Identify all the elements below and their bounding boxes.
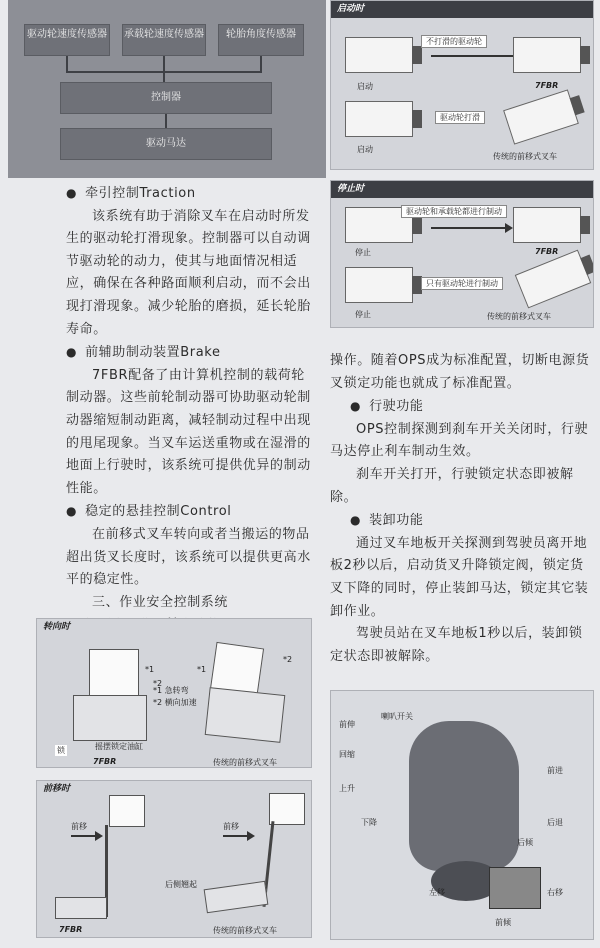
load-box-7fbr — [109, 795, 145, 827]
load-box-7fbr — [89, 649, 139, 699]
ops-paragraph: 操作。随着OPS成为标准配置，切断电源货叉锁定功能也就成了标准配置。 — [330, 353, 590, 391]
forward-panel-title: 前移时 — [43, 784, 71, 794]
conventional-label: 传统的前移式叉车 — [213, 758, 277, 767]
forklift-7fbr-body — [55, 897, 107, 919]
both-brake-label: 驱动轮和承载轮都进行制动 — [401, 205, 507, 218]
conventional-label: 传统的前移式叉车 — [487, 312, 551, 321]
conventional-label: 传统的前移式叉车 — [213, 926, 277, 935]
retract-label: 回缩 — [339, 750, 355, 759]
forward-label: 前进 — [547, 766, 563, 775]
loading-paragraph: 通过叉车地板开关探测到驾驶员离开地板2秒以后，启动货叉升降锁定阀，锁定货叉下降的同时，停止装卸马达，锁定其它装卸作业。 — [330, 535, 589, 619]
forklift-conventional-body — [204, 881, 269, 913]
forklift-7fbr-stopped — [513, 207, 581, 243]
slip-label: 驱动轮打滑 — [435, 111, 485, 124]
start-panel — [330, 0, 594, 170]
control-heading: ● 稳定的悬挂控制Control — [66, 500, 316, 524]
start-label: 启动 — [357, 82, 373, 91]
brake-heading: ● 前辅助制动装置Brake — [66, 341, 316, 365]
forward-label: 前移 — [71, 822, 87, 831]
connector-line — [165, 114, 167, 128]
lower-label: 下降 — [361, 818, 377, 827]
drive-only-brake-label: 只有驱动轮进行制动 — [421, 277, 503, 290]
backward-label: 后退 — [547, 818, 563, 827]
lock-label: 锁 — [57, 746, 65, 755]
horn-label: 喇叭开关 — [381, 712, 413, 721]
controller-box: 控制器 — [60, 82, 272, 114]
forward-arrow — [223, 835, 253, 837]
loading-release-paragraph: 驾驶员站在叉车地板1秒以后，装卸锁定状态即被解除。 — [330, 626, 583, 664]
sensor-flow-diagram — [8, 0, 326, 178]
connector-line — [163, 56, 165, 82]
joystick-handle — [409, 721, 519, 871]
forward-arrow — [71, 835, 101, 837]
forklift-conventional-slipped — [503, 89, 579, 144]
mark-2: *2 — [283, 655, 293, 664]
model-label: 7FBR — [535, 247, 559, 256]
turn-panel — [36, 618, 312, 768]
stop-panel — [330, 180, 594, 328]
connector-line — [66, 56, 68, 72]
left-shift-label: 左移 — [429, 888, 445, 897]
control-paragraph: 在前移式叉车转向或者当搬运的物品超出货叉长度时，该系统可以提供更高水平的稳定性。 — [66, 526, 311, 588]
forward-panel — [36, 780, 312, 938]
model-label: 7FBR — [59, 925, 83, 934]
no-slip-label: 不打滑的驱动轮 — [421, 35, 487, 48]
stop-label: 停止 — [355, 310, 371, 319]
forklift-conventional-body — [205, 687, 286, 743]
connector-line — [66, 71, 262, 73]
drive-motor-box: 驱动马达 — [60, 128, 272, 160]
section-heading: 三、作业安全控制系统 — [92, 594, 229, 610]
move-arrow — [431, 55, 521, 57]
mark-2: *2 — [153, 679, 163, 688]
right-shift-label: 右移 — [547, 888, 563, 897]
stop-panel-title: 停止时 — [331, 181, 593, 198]
mark-1: *1 — [145, 665, 155, 674]
stop-label: 停止 — [355, 248, 371, 257]
connector-line — [260, 56, 262, 72]
left-text-column — [66, 182, 316, 660]
travel-release-paragraph: 刹车开关打开，行驶锁定状态即被解除。 — [330, 466, 574, 505]
side-shift-lever — [489, 867, 541, 909]
start-label: 启动 — [357, 145, 373, 154]
traction-heading: ● 牵引控制Traction — [66, 182, 316, 206]
rear-tilt-label: 后侧翘起 — [165, 880, 197, 889]
brake-paragraph: 7FBR配备了由计算机控制的载荷轮制动器。这些前轮制动器可协助驱动轮制动器缩短制动距离，减轻制动过程中出现的甩尾现象。当叉车运送重物或在湿滑的地面上行驶时，该系统可提供优异的制动性能。 — [66, 367, 311, 496]
sharp-turn-note: *1 急转弯 — [153, 686, 189, 695]
load-wheel-speed-sensor-box: 承载轮速度传感器 — [122, 24, 206, 56]
tilt-forward-label: 前伸 — [339, 720, 355, 729]
forklift-conventional-stop — [345, 267, 413, 303]
forklift-7fbr-start — [345, 37, 413, 73]
tire-angle-sensor-box: 轮胎角度传感器 — [218, 24, 304, 56]
load-box-conventional — [269, 793, 305, 825]
forklift-conventional-start — [345, 101, 413, 137]
forward-label: 前移 — [223, 822, 239, 831]
move-arrow — [431, 227, 511, 229]
lateral-accel-note: *2 横向加速 — [153, 698, 197, 707]
travel-heading: ● 行驶功能 — [330, 395, 594, 419]
start-panel-title: 启动时 — [331, 1, 593, 18]
mark-1: *1 — [197, 665, 207, 674]
cylinder-label: 摇摆锁定油缸 — [95, 742, 143, 751]
conventional-label: 传统的前移式叉车 — [493, 152, 557, 161]
drive-wheel-speed-sensor-box: 驱动轮速度传感器 — [24, 24, 110, 56]
model-label: 7FBR — [93, 757, 117, 766]
travel-paragraph: OPS控制探测到刹车开关关闭时，行驶马达停止利车制动生效。 — [330, 421, 589, 460]
forklift-7fbr-moved — [513, 37, 581, 73]
loading-heading: ● 装卸功能 — [330, 509, 594, 533]
front-tilt-label: 前倾 — [495, 918, 511, 927]
turn-panel-title: 转向时 — [43, 622, 71, 632]
right-text-column — [330, 350, 594, 668]
traction-paragraph: 该系统有助于消除叉车在启动时所发生的驱动轮打滑现象。控制器可以自动调节驱动轮的动力，使其与地面情况相适应，确保在各种路面顺利启动，而不会出现打滑现象。减少轮胎的磨损，延长轮胎寿命。 — [66, 208, 311, 337]
model-label: 7FBR — [535, 81, 559, 90]
forklift-conventional-skid — [515, 250, 592, 309]
back-tilt-label: 后倾 — [517, 838, 533, 847]
lift-label: 上升 — [339, 784, 355, 793]
forklift-7fbr-body — [73, 695, 147, 741]
joystick-panel — [330, 690, 594, 940]
